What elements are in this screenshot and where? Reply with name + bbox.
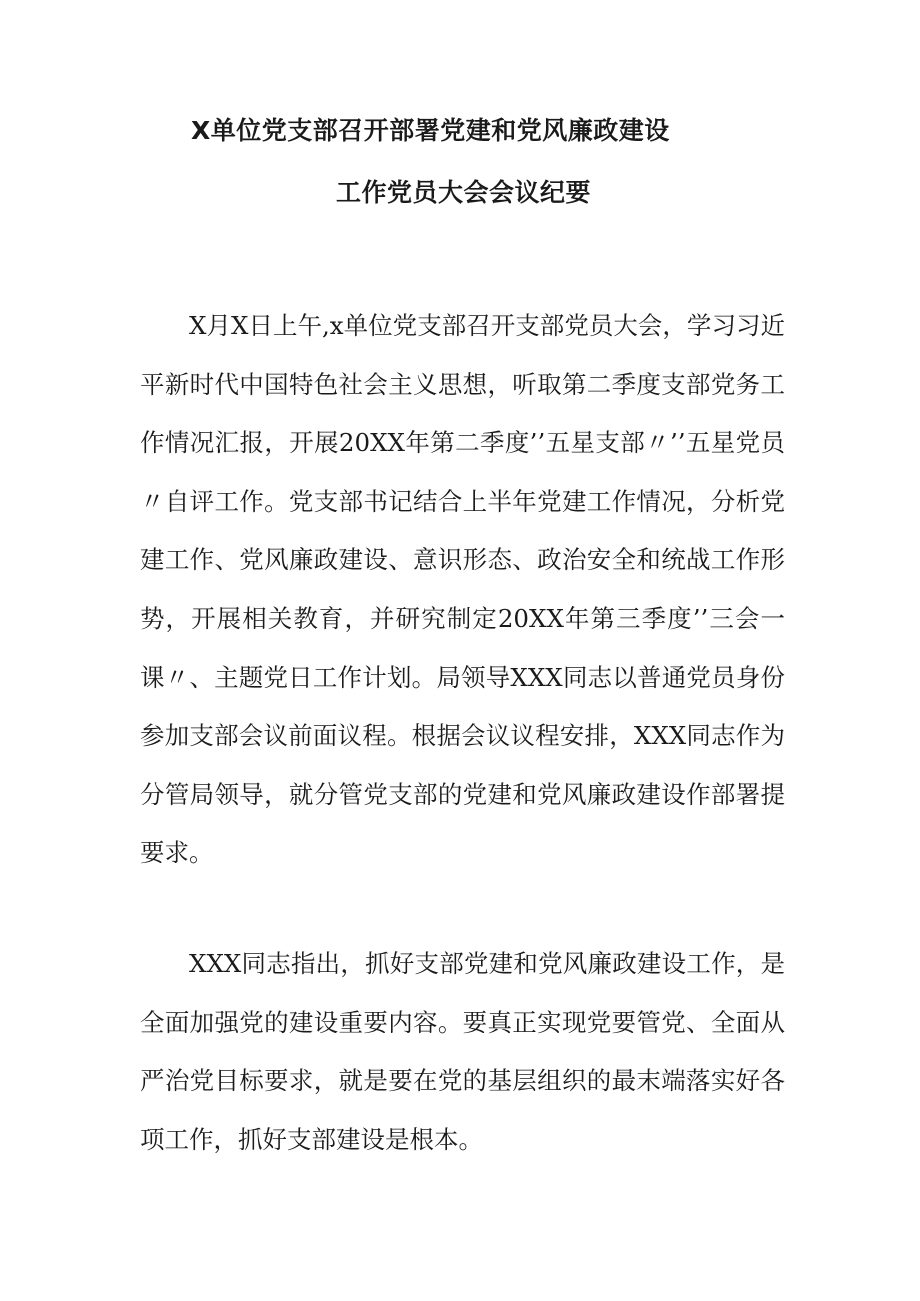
document-title-line-1: X单位党支部召开部署党建和党风廉政建设 [191,116,670,145]
body-paragraph-1: X月X日上午,x单位党支部召开支部党员大会，学习习近平新时代中国特色社会主义思想，听取第二季度支部党务工作情况汇报，开展20XX年第二季度’’五星支部〃’’五星党员〃自评工作。党支部书记结合上半年党建工作情况，分析党建工作、党风廉政建设、意识形态、政治安全和统战工作形势，开展相关教育，并研究制定20XX年第三季度’’三会一课〃、主题党日工作计划。局领导XXX同志以普通党员身份参加支部会议前面议程。根据会议议程安排，XXX同志作为分管局领导，就分管党支部的党建和党风廉政建设作部署提要求。 [140,311,785,868]
document-title-line-2: 工作党员大会会议纪要 [336,178,592,207]
body-paragraph-2: XXX同志指出，抓好支部党建和党风廉政建设工作，是全面加强党的建设重要内容。要真正实现党要管党、全面从严治党目标要求，就是要在党的基层组织的最末端落实好各项工作，抓好支部建设是根本。 [140,949,785,1154]
